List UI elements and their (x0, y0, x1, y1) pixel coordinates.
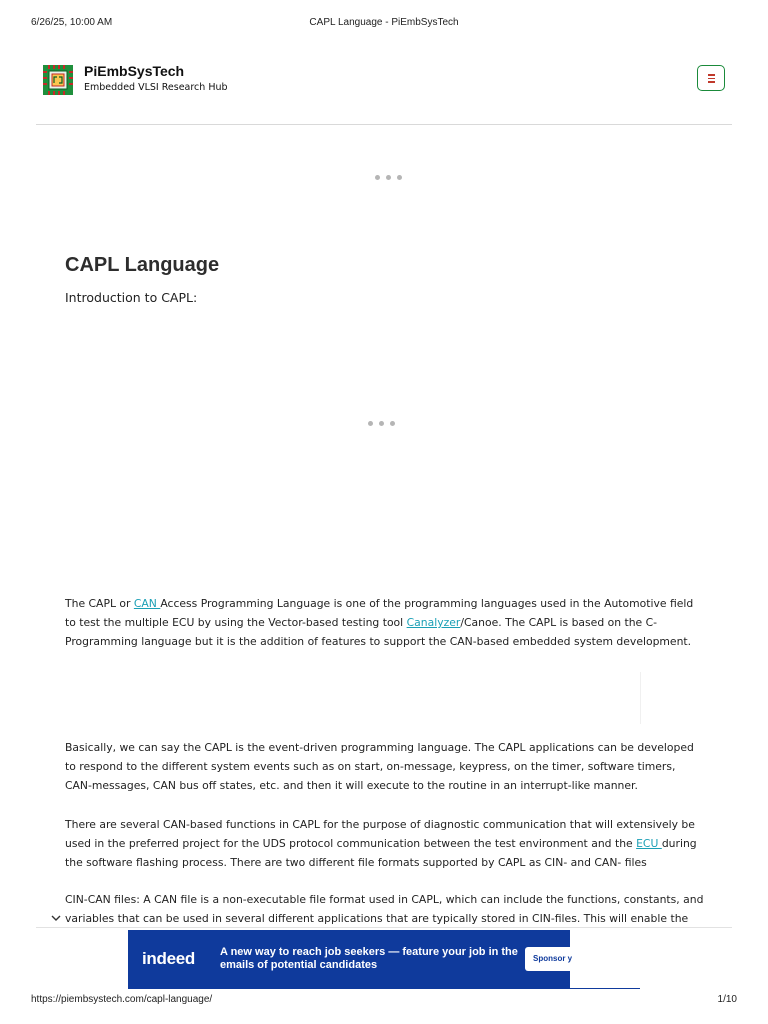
chevron-down-icon[interactable] (50, 912, 62, 924)
page-title: CAPL Language (65, 254, 220, 276)
chip-logo-icon[interactable] (43, 65, 73, 95)
print-footer (0, 994, 768, 1008)
print-page-number: 1/10 (717, 994, 737, 1005)
print-url: https://piembsystech.com/capl-language/ (31, 994, 213, 1005)
link-ecu[interactable]: ECU (636, 837, 662, 850)
section-subtitle: Introduction to CAPL: (65, 290, 198, 305)
print-datetime: 6/26/25, 10:00 AM (31, 17, 113, 28)
hamburger-menu-button[interactable] (697, 65, 725, 91)
hamburger-menu-icon (708, 74, 715, 76)
print-doc-title: CAPL Language - PiEmbSysTech (309, 17, 459, 28)
indeed-logo: indeed (142, 949, 195, 968)
paragraph-diagnostic: There are several CAN-based functions in CAPL for the purpose of diagnostic communication that will extensively be used in the preferred project for the UDS protocol communication between the test environment and the ECU during the software flashing process. There are two different file formats supported by CAPL as CIN- and CAN- files (65, 818, 697, 869)
site-header (36, 60, 732, 125)
link-canalyzer[interactable]: Canalyzer (406, 616, 461, 629)
sticky-ad-divider (36, 927, 732, 928)
paragraph-cin-can: CIN-CAN files: A CAN file is a non-executable file format used in CAPL, which can include the functions, constants, and variables that can be used in several different applications that are typically stored in CIN-files. This will enable the (65, 893, 704, 925)
print-header (0, 17, 768, 31)
site-name[interactable]: PiEmbSysTech (84, 63, 185, 79)
ad-cta-button[interactable]: Sponsor y (525, 947, 583, 971)
loading-dots-icon (368, 421, 395, 426)
ad-text: A new way to reach job seekers — feature your job in the emails of potential candidates (220, 946, 518, 971)
paragraph-event-driven: Basically, we can say the CAPL is the event-driven programming language. The CAPL applications can be developed to respond to the different system events such as on start, on-message, keypress, on the timer, software timers, CAN-messages, CAN bus off states, etc. and then it will execute to the routine in an interrupt-like manner. (65, 741, 694, 792)
indeed-ad-banner[interactable] (128, 930, 640, 989)
loading-dots-icon (375, 175, 402, 180)
site-tagline: Embedded VLSI Research Hub (84, 82, 228, 93)
paragraph-intro: The CAPL or CAN Access Programming Language is one of the programming languages used in the Automotive field to test the multiple ECU by using the Vector-based testing tool Canalyzer/Canoe. The CAPL is based on the C-Programming language but it is the addition of features to support the CAN-based embedded system development. (65, 597, 694, 648)
link-can[interactable]: CAN (133, 597, 161, 610)
ad-placeholder (640, 672, 641, 724)
